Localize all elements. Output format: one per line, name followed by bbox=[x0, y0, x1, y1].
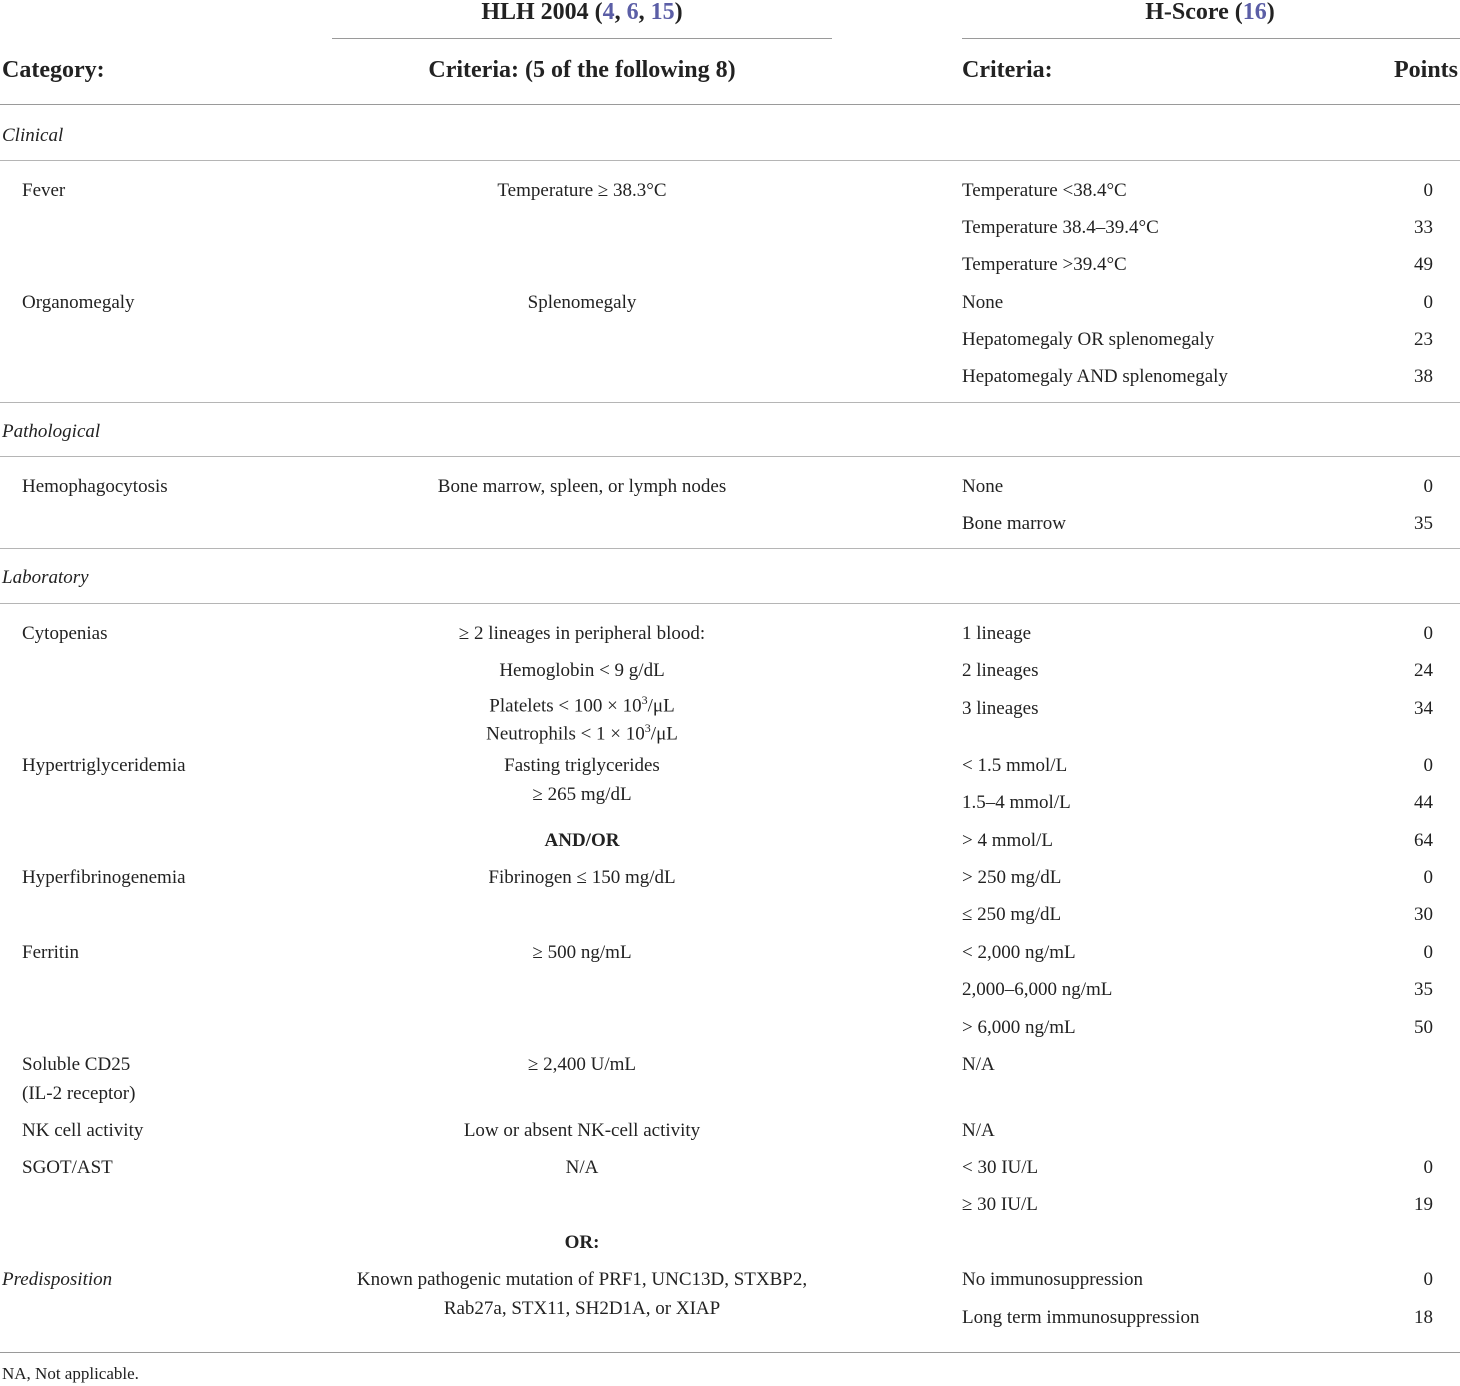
hs-points: 0 bbox=[1423, 755, 1433, 776]
hs-points: 23 bbox=[1414, 329, 1433, 350]
hs-criterion: Hepatomegaly AND splenomegaly bbox=[962, 366, 1228, 387]
hs-points: 64 bbox=[1414, 830, 1433, 851]
hs-points: 0 bbox=[1423, 942, 1433, 963]
col-header-points: Points bbox=[1393, 57, 1458, 83]
header-rule bbox=[0, 104, 1460, 105]
hs-points: 18 bbox=[1414, 1307, 1433, 1328]
category-organomegaly: Organomegaly bbox=[22, 292, 135, 313]
section-rule bbox=[0, 603, 1460, 604]
hlh-cytopenias-line: ≥ 2 lineages in peripheral blood: bbox=[458, 623, 706, 644]
hlh-hypertriglyceridemia-line: ≥ 265 mg/dL bbox=[532, 784, 632, 805]
hs-criterion: Long term immunosuppression bbox=[962, 1307, 1200, 1328]
hs-points: 35 bbox=[1414, 513, 1433, 534]
hs-points: 0 bbox=[1423, 1157, 1433, 1178]
col-header-hlh-criteria: Criteria: (5 of the following 8) bbox=[428, 57, 736, 83]
hlh-soluble-cd25: ≥ 2,400 U/mL bbox=[527, 1054, 637, 1075]
hs-criterion: < 2,000 ng/mL bbox=[962, 942, 1076, 963]
hs-points: 0 bbox=[1423, 292, 1433, 313]
hlh-hemophagocytosis: Bone marrow, spleen, or lymph nodes bbox=[437, 476, 727, 497]
hscore-group-header: H-Score (16) bbox=[1145, 0, 1275, 25]
hlh-group-underline bbox=[332, 38, 832, 39]
hs-criterion: < 1.5 mmol/L bbox=[962, 755, 1068, 776]
hs-points: 24 bbox=[1414, 660, 1433, 681]
hs-criterion: No immunosuppression bbox=[962, 1269, 1144, 1290]
hlh-nk-cell-activity: Low or absent NK-cell activity bbox=[463, 1120, 701, 1141]
section-predisposition: Predisposition bbox=[2, 1269, 113, 1290]
section-pathological: Pathological bbox=[2, 421, 101, 442]
hscore-group-underline bbox=[962, 38, 1460, 39]
col-header-category: Category: bbox=[2, 57, 105, 83]
hs-criterion: None bbox=[962, 476, 1004, 497]
ref-link-6[interactable]: 6 bbox=[626, 0, 639, 25]
category-sgot-ast: SGOT/AST bbox=[22, 1157, 113, 1178]
category-soluble-cd25-sub: (IL-2 receptor) bbox=[22, 1083, 136, 1104]
bottom-rule bbox=[0, 1352, 1460, 1353]
hlh-predisposition-line: Rab27a, STX11, SH2D1A, or XIAP bbox=[443, 1298, 721, 1319]
hlh-hyperfibrinogenemia: Fibrinogen ≤ 150 mg/dL bbox=[488, 867, 676, 888]
hs-criterion: Temperature >39.4°C bbox=[962, 254, 1127, 275]
hs-points: 38 bbox=[1414, 366, 1433, 387]
hlh-predisposition-line: Known pathogenic mutation of PRF1, UNC13D, STXBP2, bbox=[356, 1269, 808, 1290]
section-rule bbox=[0, 548, 1460, 549]
ref-link-4[interactable]: 4 bbox=[602, 0, 615, 25]
hlh-cytopenias-neutrophils: Neutrophils < $1 \times 10^3/\mu L$ bbox=[486, 721, 678, 745]
category-hyperfibrinogenemia: Hyperfibrinogenemia bbox=[22, 867, 186, 888]
hlh2004-group-header: HLH 2004 (4, 6, 15) bbox=[481, 0, 683, 25]
hs-criterion: > 6,000 ng/mL bbox=[962, 1017, 1076, 1038]
hs-criterion: 3 lineages bbox=[962, 698, 1039, 719]
hs-criterion: N/A bbox=[962, 1120, 995, 1141]
hs-points: 35 bbox=[1414, 979, 1433, 1000]
category-nk-cell-activity: NK cell activity bbox=[22, 1120, 144, 1141]
hs-points: 0 bbox=[1423, 1269, 1433, 1290]
section-rule bbox=[0, 456, 1460, 457]
or-connector: OR: bbox=[564, 1232, 600, 1253]
hs-criterion: 2,000–6,000 ng/mL bbox=[962, 979, 1113, 1000]
hs-points: 33 bbox=[1414, 217, 1433, 238]
hlh-sgot-ast: N/A bbox=[565, 1157, 599, 1178]
hlh-hypertriglyceridemia-line: Fasting triglycerides bbox=[504, 755, 660, 776]
section-laboratory: Laboratory bbox=[2, 567, 89, 588]
hs-criterion: N/A bbox=[962, 1054, 995, 1075]
category-fever: Fever bbox=[22, 180, 66, 201]
hs-criterion: ≤ 250 mg/dL bbox=[962, 904, 1062, 925]
hlh-ferritin: ≥ 500 ng/mL bbox=[532, 942, 632, 963]
section-rule bbox=[0, 160, 1460, 161]
hs-criterion: Temperature <38.4°C bbox=[962, 180, 1127, 201]
hs-criterion: Bone marrow bbox=[962, 513, 1066, 534]
ref-link-16[interactable]: 16 bbox=[1242, 0, 1267, 25]
hs-points: 0 bbox=[1423, 180, 1433, 201]
hs-criterion: < 30 IU/L bbox=[962, 1157, 1039, 1178]
category-hypertriglyceridemia: Hypertriglyceridemia bbox=[22, 755, 186, 776]
hs-points: 0 bbox=[1423, 867, 1433, 888]
hs-criterion: ≥ 30 IU/L bbox=[962, 1194, 1038, 1215]
hs-points: 50 bbox=[1414, 1017, 1433, 1038]
hs-criterion: None bbox=[962, 292, 1004, 313]
section-rule bbox=[0, 402, 1460, 403]
hs-criterion: > 4 mmol/L bbox=[962, 830, 1053, 851]
hs-criterion: Hepatomegaly OR splenomegaly bbox=[962, 329, 1215, 350]
category-hemophagocytosis: Hemophagocytosis bbox=[22, 476, 168, 497]
category-ferritin: Ferritin bbox=[22, 942, 79, 963]
hs-criterion: Temperature 38.4–39.4°C bbox=[962, 217, 1159, 238]
hs-criterion: 1 lineage bbox=[962, 623, 1032, 644]
hs-criterion: 2 lineages bbox=[962, 660, 1039, 681]
table-footnote: NA, Not applicable. bbox=[2, 1364, 139, 1383]
hs-points: 30 bbox=[1414, 904, 1433, 925]
section-clinical: Clinical bbox=[2, 125, 64, 146]
category-soluble-cd25: Soluble CD25 bbox=[22, 1054, 131, 1075]
hlh-cytopenias-platelets: Platelets < $100 \times 10^3/\mu L$ bbox=[489, 693, 675, 717]
hs-points: 49 bbox=[1414, 254, 1433, 275]
hs-points: 44 bbox=[1414, 792, 1433, 813]
hs-points: 0 bbox=[1423, 623, 1433, 644]
hs-points: 0 bbox=[1423, 476, 1433, 497]
col-header-hscore-criteria: Criteria: bbox=[962, 57, 1053, 83]
hs-criterion: 1.5–4 mmol/L bbox=[962, 792, 1071, 813]
hs-criterion: > 250 mg/dL bbox=[962, 867, 1062, 888]
category-cytopenias: Cytopenias bbox=[22, 623, 108, 644]
hs-points: 34 bbox=[1414, 698, 1433, 719]
and-or-connector: AND/OR bbox=[544, 830, 620, 851]
hlh-organomegaly: Splenomegaly bbox=[527, 292, 637, 313]
hs-points: 19 bbox=[1414, 1194, 1433, 1215]
hlh-cytopenias-line: Hemoglobin < 9 g/dL bbox=[499, 660, 665, 681]
hlh-fever: Temperature ≥ 38.3°C bbox=[497, 180, 667, 201]
ref-link-15[interactable]: 15 bbox=[650, 0, 675, 25]
